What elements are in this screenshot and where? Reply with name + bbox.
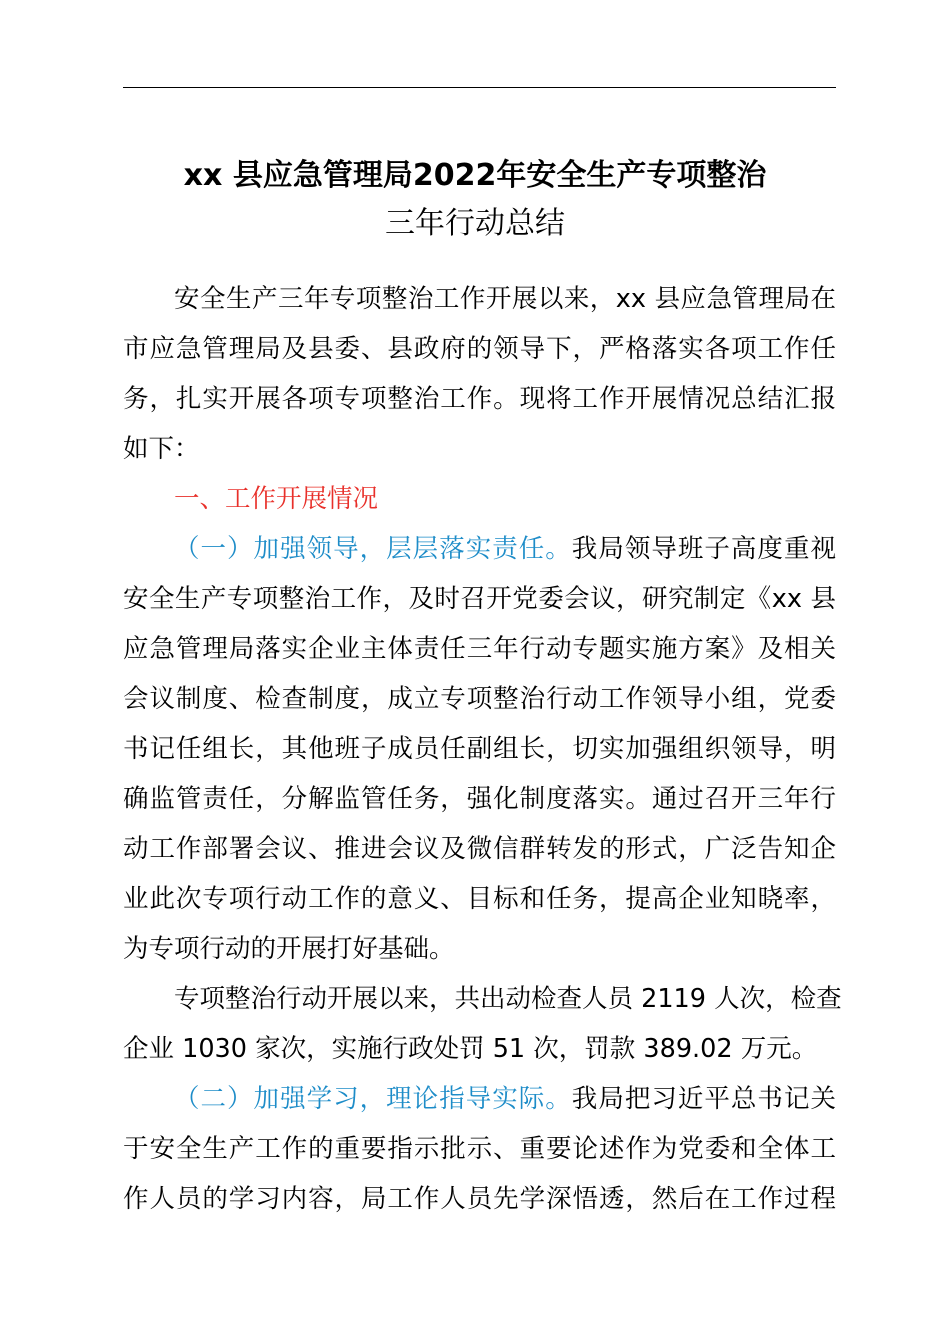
sub1-line-4: 会议制度、检查制度，成立专项整治行动工作领导小组，党委 <box>123 684 836 714</box>
intro-line-3: 务，扎实开展各项专项整治工作。现将工作开展情况总结汇报 <box>123 384 836 414</box>
sub2-line-2: 于安全生产工作的重要指示批示、重要论述作为党委和全体工 <box>123 1134 836 1164</box>
sub1-lead: 我局领导班子高度重视 <box>571 534 836 564</box>
sub2-lead: 我局把习近平总书记关 <box>571 1084 836 1114</box>
intro-line-4: 如下： <box>123 434 200 464</box>
sub1-line-8: 业此次专项行动工作的意义、目标和任务，提高企业知晓率， <box>123 884 836 914</box>
sub1-heading: （一）加强领导，层层落实责任。 <box>174 534 572 564</box>
section-heading-1: 一、工作开展情况 <box>174 484 379 514</box>
sub1-line-5: 书记任组长，其他班子成员任副组长，切实加强组织领导，明 <box>123 734 836 764</box>
sub1-line-2: 安全生产专项整治工作，及时召开党委会议，研究制定《xx 县 <box>123 584 836 614</box>
document-title-line-2: 三年行动总结 <box>385 206 565 241</box>
sub2-line-1 <box>174 1083 836 1115</box>
sub1-line-1 <box>174 533 836 565</box>
sub1-line-7: 动工作部署会议、推进会议及微信群转发的形式，广泛告知企 <box>123 834 836 864</box>
sub1-line-6: 确监管责任，分解监管任务，强化制度落实。通过召开三年行 <box>123 784 836 814</box>
sub1-line-9: 为专项行动的开展打好基础。 <box>123 934 455 964</box>
sub2-heading: （二）加强学习，理论指导实际。 <box>174 1084 572 1114</box>
stats-line-2: 企业 1030 家次，实施行政处罚 51 次，罚款 389.02 万元。 <box>123 1034 818 1064</box>
sub2-line-3: 作人员的学习内容，局工作人员先学深悟透，然后在工作过程 <box>123 1184 836 1214</box>
sub1-line-3: 应急管理局落实企业主体责任三年行动专题实施方案》及相关 <box>123 634 836 664</box>
intro-line-1: 安全生产三年专项整治工作开展以来，xx 县应急管理局在 <box>174 284 836 314</box>
intro-line-2: 市应急管理局及县委、县政府的领导下，严格落实各项工作任 <box>123 334 836 364</box>
document-title-line-1: xx 县应急管理局2022年安全生产专项整治 <box>183 158 767 193</box>
header-rule <box>123 87 836 88</box>
stats-line-1: 专项整治行动开展以来，共出动检查人员 2119 人次，检查 <box>174 984 842 1014</box>
